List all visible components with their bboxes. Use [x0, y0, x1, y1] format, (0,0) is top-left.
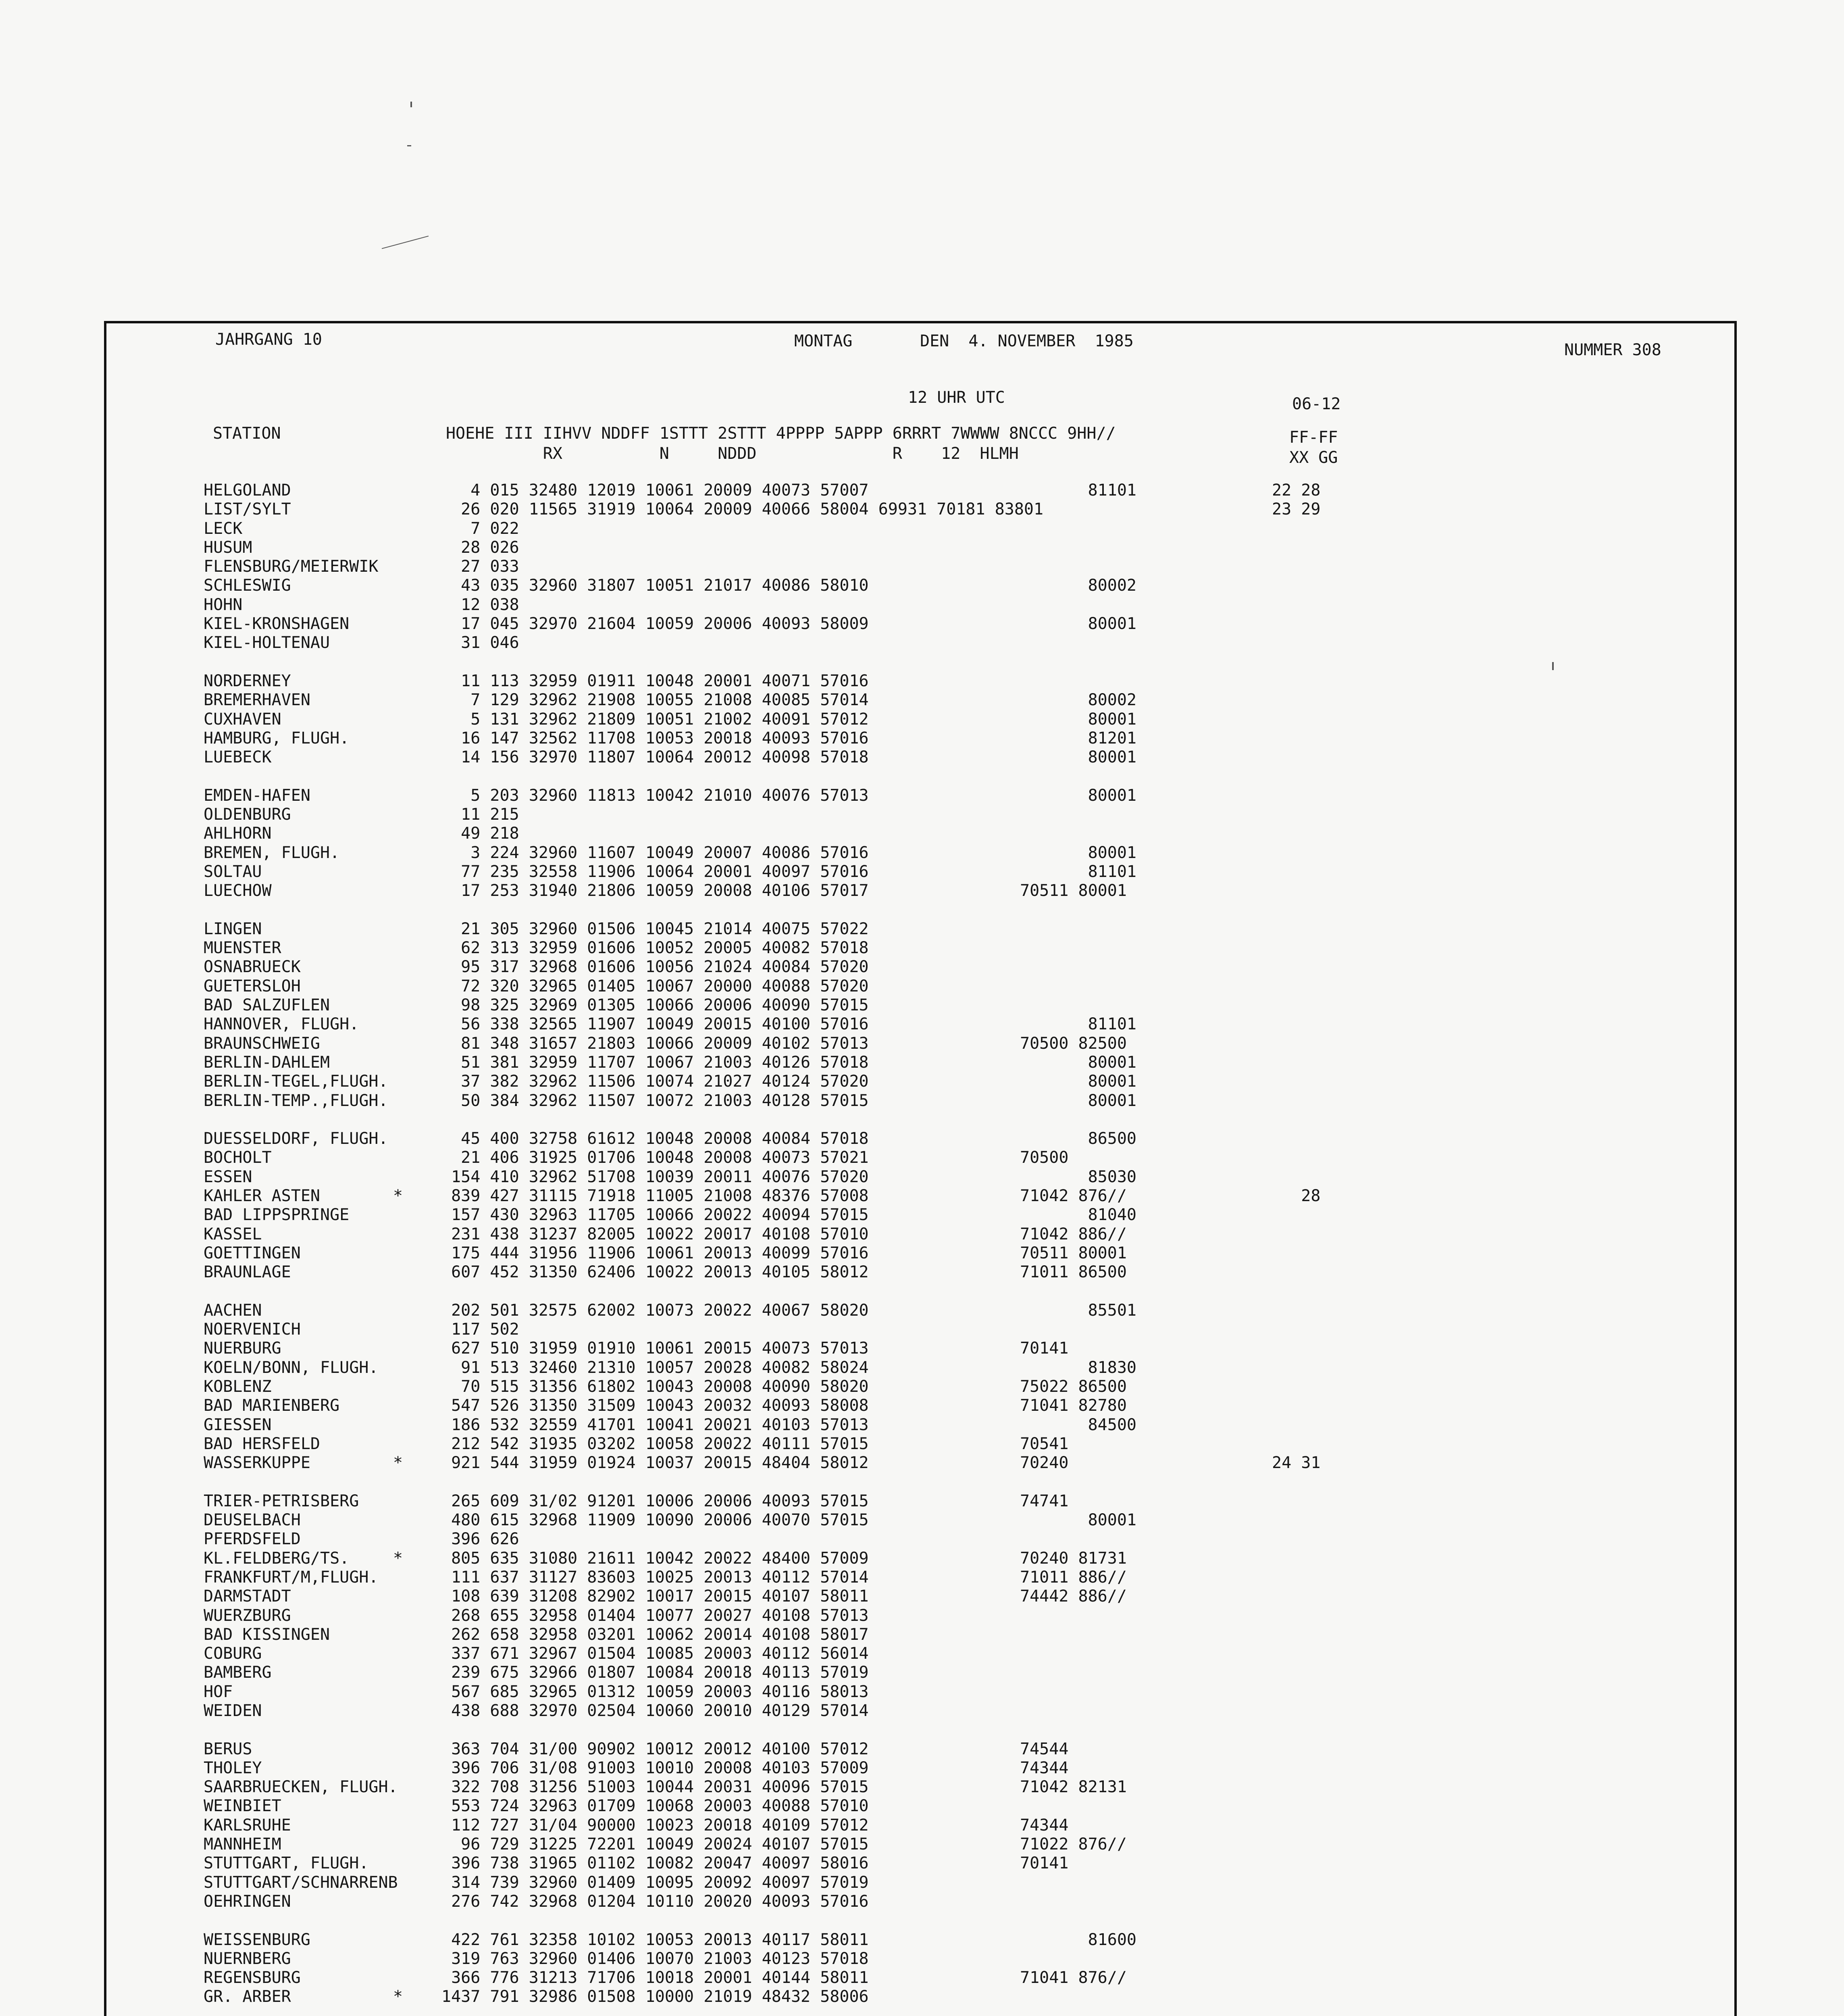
synop-codes: 81 348 31657 21803 10066 20009 40102 57013	[441, 1034, 869, 1053]
station-row	[204, 1797, 1655, 1816]
synop-codes: 91 513 32460 21310 10057 20028 40082 58024	[441, 1358, 869, 1377]
station-name: WEINBIET	[204, 1797, 281, 1816]
station-row	[204, 1702, 1655, 1720]
station-name: LIST/SYLT	[204, 500, 291, 519]
station-row	[204, 500, 1655, 519]
station-row	[204, 805, 1655, 824]
station-row	[204, 1759, 1655, 1778]
station-name: KIEL-KRONSHAGEN	[204, 614, 350, 633]
station-row	[204, 843, 1655, 862]
station-name: KOELN/BONN, FLUGH.	[204, 1358, 379, 1377]
station-name: DUESSELDORF, FLUGH.	[204, 1129, 388, 1148]
station-row	[204, 1644, 1655, 1663]
station-row	[204, 1225, 1655, 1244]
gust-header-1: FF-FF	[1289, 428, 1338, 447]
synop-codes: 4 015 32480 12019 10061 20009 40073 57007	[441, 481, 869, 500]
station-name: BRAUNLAGE	[204, 1263, 291, 1282]
issue-number: NUMMER 308	[1564, 341, 1661, 359]
gust-values: 23 29	[1272, 500, 1321, 519]
weather-cloud-codes: 81101	[1020, 481, 1136, 500]
station-name: GOETTINGEN	[204, 1243, 301, 1262]
group-spacer	[204, 653, 1655, 672]
station-row	[204, 1416, 1655, 1435]
station-name: MANNHEIM	[204, 1835, 281, 1854]
station-row	[204, 1740, 1655, 1759]
gust-values: 28	[1272, 1186, 1321, 1205]
mountain-station-mark: *	[393, 1454, 403, 1472]
time-range: 06-12	[1292, 395, 1341, 413]
station-row	[204, 1377, 1655, 1396]
jahrgang-label: JAHRGANG 10	[215, 330, 322, 349]
station-row	[204, 557, 1655, 576]
synop-codes: 26 020 11565 31919 10064 20009 40066 58004 69931 70181 83801	[441, 500, 1044, 519]
synop-codes: 5 203 32960 11813 10042 21010 40076 57013	[441, 786, 869, 805]
gust-header-2: XX GG	[1289, 448, 1338, 467]
synop-codes: 212 542 31935 03202 10058 20022 40111 57015	[441, 1434, 869, 1453]
synop-codes: 62 313 32959 01606 10052 20005 40082 57018	[441, 939, 869, 958]
gust-values: 24 31	[1272, 1454, 1321, 1472]
station-row	[204, 1206, 1655, 1225]
station-row	[204, 614, 1655, 633]
station-name: NOERVENICH	[204, 1320, 301, 1339]
station-row	[204, 1339, 1655, 1358]
station-name: KIEL-HOLTENAU	[204, 633, 330, 652]
synop-codes: 95 317 32968 01606 10056 21024 40084 57020	[441, 958, 869, 977]
station-row	[204, 881, 1655, 900]
synop-codes: 607 452 31350 62406 10022 20013 40105 58012	[441, 1263, 869, 1282]
weather-cloud-codes: 70500 82500	[1020, 1034, 1127, 1053]
station-name: DARMSTADT	[204, 1587, 291, 1606]
weather-cloud-codes: 80001	[1020, 1053, 1136, 1072]
station-name: OLDENBURG	[204, 805, 291, 824]
synop-codes: 319 763 32960 01406 10070 21003 40123 57018	[441, 1949, 869, 1968]
weather-cloud-codes: 71042 876//	[1020, 1186, 1127, 1205]
station-row	[204, 1492, 1655, 1511]
station-name: THOLEY	[204, 1758, 262, 1777]
group-spacer	[204, 1110, 1655, 1129]
synop-codes: 7 129 32962 21908 10055 21008 40085 57014	[441, 691, 869, 710]
station-row	[204, 1053, 1655, 1072]
synop-codes: 72 320 32965 01405 10067 20000 40088 57020	[441, 977, 869, 996]
synop-codes: 16 147 32562 11708 10053 20018 40093 57016	[441, 729, 869, 748]
weather-cloud-codes: 80001	[1020, 710, 1136, 729]
station-name: GUETERSLOH	[204, 977, 301, 996]
synop-codes: 3 224 32960 11607 10049 20007 40086 57016	[441, 843, 869, 862]
synop-codes: 14 156 32970 11807 10064 20012 40098 57018	[441, 748, 869, 767]
station-name: STUTTGART/SCHNARRENB	[204, 1873, 398, 1892]
gust-values: 22 28	[1272, 481, 1321, 500]
synop-codes: 37 382 32962 11506 10074 21027 40124 57020	[441, 1072, 869, 1091]
station-row	[204, 1168, 1655, 1187]
weather-cloud-codes: 74344	[1020, 1758, 1069, 1777]
synop-codes: 108 639 31208 82902 10017 20015 40107 58011	[441, 1587, 869, 1606]
column-header-line-1: STATION HOEHE III IIHVV NDDFF 1STTT 2STTT 4PPPP 5APPP 6RRRT 7WWWW 8NCCC 9HH//	[213, 424, 1116, 443]
weather-cloud-codes: 81040	[1020, 1206, 1136, 1225]
station-name: SAARBRUECKEN, FLUGH.	[204, 1778, 398, 1797]
synop-codes: 239 675 32966 01807 10084 20018 40113 57019	[441, 1663, 869, 1682]
station-row	[204, 1892, 1655, 1911]
station-name: BOCHOLT	[204, 1148, 272, 1167]
synop-codes: 17 045 32970 21604 10059 20006 40093 58009	[441, 614, 869, 633]
station-name: GR. ARBER	[204, 1987, 291, 2006]
station-row	[204, 1129, 1655, 1148]
station-name: AHLHORN	[204, 824, 272, 843]
group-spacer	[204, 1911, 1655, 1930]
weather-cloud-codes: 80001	[1020, 1511, 1136, 1530]
station-name: OEHRINGEN	[204, 1892, 291, 1911]
station-row	[204, 1072, 1655, 1091]
mountain-station-mark: *	[393, 1987, 403, 2006]
station-row	[204, 576, 1655, 595]
station-name: PFERDSFELD	[204, 1530, 301, 1549]
synop-codes: 28 026	[441, 538, 519, 557]
station-name: BREMEN, FLUGH.	[204, 843, 340, 862]
weather-cloud-codes: 80001	[1020, 748, 1136, 767]
synop-codes: 49 218	[441, 824, 519, 843]
weather-cloud-codes: 80002	[1020, 691, 1136, 710]
station-name: STUTTGART, FLUGH.	[204, 1854, 369, 1873]
station-name: KARLSRUHE	[204, 1816, 291, 1835]
synop-codes: 7 022	[441, 519, 519, 538]
weather-cloud-codes: 81201	[1020, 729, 1136, 748]
weather-cloud-codes: 71041 82780	[1020, 1396, 1127, 1415]
weather-cloud-codes: 80001	[1020, 843, 1136, 862]
station-row	[204, 1683, 1655, 1702]
weather-cloud-codes: 70240 81731	[1020, 1549, 1127, 1568]
station-name: NORDERNEY	[204, 671, 291, 690]
synop-codes: 480 615 32968 11909 10090 20006 40070 57015	[441, 1511, 869, 1530]
station-row	[204, 824, 1655, 843]
synop-codes: 627 510 31959 01910 10061 20015 40073 57013	[441, 1339, 869, 1358]
weather-cloud-codes: 85030	[1020, 1167, 1136, 1186]
station-name: KAHLER ASTEN	[204, 1186, 320, 1205]
weather-cloud-codes: 70511 80001	[1020, 1243, 1127, 1262]
synop-codes: 396 738 31965 01102 10082 20047 40097 58016	[441, 1854, 869, 1873]
station-table	[204, 481, 1655, 2016]
synop-codes: 366 776 31213 71706 10018 20001 40144 58011	[441, 1968, 869, 1987]
station-name: WUERZBURG	[204, 1606, 291, 1625]
station-name: BRAUNSCHWEIG	[204, 1034, 320, 1053]
station-row	[204, 538, 1655, 557]
station-row	[204, 1530, 1655, 1549]
station-row	[204, 1778, 1655, 1797]
station-row	[204, 939, 1655, 958]
synop-codes: 921 544 31959 01924 10037 20015 48404 58012	[441, 1454, 869, 1472]
station-row	[204, 1454, 1655, 1472]
station-name: BREMERHAVEN	[204, 691, 310, 710]
station-row	[204, 1663, 1655, 1682]
group-spacer	[204, 2007, 1655, 2016]
scan-mark	[382, 236, 429, 249]
synop-codes: 547 526 31350 31509 10043 20032 40093 58008	[441, 1396, 869, 1415]
weather-cloud-codes: 71041 876//	[1020, 1968, 1127, 1987]
weather-cloud-codes: 81101	[1020, 1015, 1136, 1034]
station-row	[204, 1568, 1655, 1587]
station-row	[204, 1511, 1655, 1530]
synop-codes: 27 033	[441, 557, 519, 576]
weather-cloud-codes: 74741	[1020, 1491, 1069, 1510]
synop-codes: 175 444 31956 11906 10061 20013 40099 57016	[441, 1243, 869, 1262]
station-row	[204, 710, 1655, 729]
station-name: FLENSBURG/MEIERWIK	[204, 557, 379, 576]
synop-codes: 268 655 32958 01404 10077 20027 40108 57013	[441, 1606, 869, 1625]
synop-codes: 363 704 31/00 90902 10012 20012 40100 57012	[441, 1739, 869, 1758]
date-label: DEN 4. NOVEMBER 1985	[920, 332, 1134, 350]
weather-cloud-codes: 70141	[1020, 1854, 1069, 1873]
synop-codes: 17 253 31940 21806 10059 20008 40106 57017	[441, 881, 869, 900]
station-row	[204, 748, 1655, 767]
weather-cloud-codes: 70240	[1020, 1454, 1069, 1472]
synop-codes: 262 658 32958 03201 10062 20014 40108 58017	[441, 1625, 869, 1644]
station-name: GIESSEN	[204, 1415, 272, 1434]
synop-codes: 839 427 31115 71918 11005 21008 48376 57008	[441, 1186, 869, 1205]
station-row	[204, 1301, 1655, 1320]
station-name: WASSERKUPPE	[204, 1454, 310, 1472]
station-name: CUXHAVEN	[204, 710, 281, 729]
station-name: BAD HERSFELD	[204, 1434, 320, 1453]
synop-codes: 21 305 32960 01506 10045 21014 40075 57022	[441, 919, 869, 938]
station-row	[204, 1949, 1655, 1968]
weather-cloud-codes: 80001	[1020, 614, 1136, 633]
station-row	[204, 977, 1655, 996]
weather-cloud-codes: 80002	[1020, 576, 1136, 595]
weather-cloud-codes: 71022 876//	[1020, 1835, 1127, 1854]
station-row	[204, 1873, 1655, 1892]
station-name: LECK	[204, 519, 243, 538]
group-spacer	[204, 767, 1655, 786]
synop-codes: 337 671 32967 01504 10085 20003 40112 56014	[441, 1644, 869, 1663]
weather-cloud-codes: 71042 82131	[1020, 1778, 1127, 1797]
weather-cloud-codes: 86500	[1020, 1129, 1136, 1148]
station-row	[204, 519, 1655, 538]
station-name: BAD SALZUFLEN	[204, 996, 330, 1015]
synop-codes: 21 406 31925 01706 10048 20008 40073 57021	[441, 1148, 869, 1167]
station-name: REGENSBURG	[204, 1968, 301, 1987]
station-row	[204, 1187, 1655, 1206]
mountain-station-mark: *	[393, 1549, 403, 1568]
station-row	[204, 672, 1655, 691]
station-name: HELGOLAND	[204, 481, 291, 500]
synop-codes: 98 325 32969 01305 10066 20006 40090 57015	[441, 996, 869, 1015]
station-row	[204, 729, 1655, 748]
weather-cloud-codes: 70500	[1020, 1148, 1069, 1167]
station-name: NUERNBERG	[204, 1949, 291, 1968]
scan-mark	[410, 102, 412, 107]
weather-cloud-codes: 71011 86500	[1020, 1263, 1127, 1282]
station-name: BERUS	[204, 1739, 252, 1758]
synop-codes: 111 637 31127 83603 10025 20013 40112 57014	[441, 1568, 869, 1587]
synop-codes: 45 400 32758 61612 10048 20008 40084 57018	[441, 1129, 869, 1148]
synop-codes: 553 724 32963 01709 10068 20003 40088 57010	[441, 1797, 869, 1816]
column-headers	[213, 423, 1116, 464]
station-row	[204, 1435, 1655, 1454]
synop-codes: 50 384 32962 11507 10072 21003 40128 57015	[441, 1091, 869, 1110]
weather-cloud-codes: 70141	[1020, 1339, 1069, 1358]
station-row	[204, 1358, 1655, 1377]
synop-codes: 117 502	[441, 1320, 519, 1339]
synop-codes: 422 761 32358 10102 10053 20013 40117 58011	[441, 1930, 869, 1949]
weather-cloud-codes: 74344	[1020, 1816, 1069, 1835]
station-name: MUENSTER	[204, 939, 281, 958]
station-row	[204, 1148, 1655, 1167]
station-name: FRANKFURT/M,FLUGH.	[204, 1568, 379, 1587]
station-row	[204, 1015, 1655, 1034]
station-row	[204, 1091, 1655, 1110]
station-name: BERLIN-DAHLEM	[204, 1053, 330, 1072]
station-row	[204, 596, 1655, 614]
station-row	[204, 1587, 1655, 1606]
synop-codes: 11 113 32959 01911 10048 20001 40071 57016	[441, 671, 869, 690]
weather-cloud-codes: 80001	[1020, 1091, 1136, 1110]
station-name: SCHLESWIG	[204, 576, 291, 595]
weather-cloud-codes: 74544	[1020, 1739, 1069, 1758]
synop-codes: 276 742 32968 01204 10110 20020 40093 57016	[441, 1892, 869, 1911]
station-name: HANNOVER, FLUGH.	[204, 1015, 359, 1034]
mountain-station-mark: *	[393, 1186, 403, 1205]
station-name: LUEBECK	[204, 748, 272, 767]
station-name: TRIER-PETRISBERG	[204, 1491, 359, 1510]
weather-cloud-codes: 81830	[1020, 1358, 1136, 1377]
group-spacer	[204, 1282, 1655, 1301]
synop-codes: 12 038	[441, 595, 519, 614]
station-name: NUERBURG	[204, 1339, 281, 1358]
station-name: HOHN	[204, 595, 243, 614]
station-row	[204, 1606, 1655, 1625]
weather-cloud-codes: 81600	[1020, 1930, 1136, 1949]
synop-codes: 154 410 32962 51708 10039 20011 40076 57020	[441, 1167, 869, 1186]
station-name: KASSEL	[204, 1225, 262, 1243]
synop-codes: 322 708 31256 51003 10044 20031 40096 57015	[441, 1778, 869, 1797]
station-name: KOBLENZ	[204, 1377, 272, 1396]
synop-codes: 396 626	[441, 1530, 519, 1549]
weather-cloud-codes: 74442 886//	[1020, 1587, 1127, 1606]
station-row	[204, 691, 1655, 710]
observation-time: 12 UHR UTC	[908, 388, 1005, 407]
synop-codes: 396 706 31/08 91003 10010 20008 40103 57009	[441, 1758, 869, 1777]
station-name: LUECHOW	[204, 881, 272, 900]
weather-cloud-codes: 84500	[1020, 1415, 1136, 1434]
weather-cloud-codes: 70541	[1020, 1434, 1069, 1453]
station-row	[204, 1835, 1655, 1854]
station-name: HUSUM	[204, 538, 252, 557]
synop-codes: 11 215	[441, 805, 519, 824]
group-spacer	[204, 1720, 1655, 1739]
station-name: HOF	[204, 1682, 233, 1701]
synop-codes: 157 430 32963 11705 10066 20022 40094 57015	[441, 1206, 869, 1225]
station-name: ESSEN	[204, 1167, 252, 1186]
synop-codes: 567 685 32965 01312 10059 20003 40116 58013	[441, 1682, 869, 1701]
station-row	[204, 481, 1655, 500]
group-spacer	[204, 901, 1655, 920]
station-row	[204, 1263, 1655, 1282]
station-name: BAMBERG	[204, 1663, 272, 1682]
station-name: KL.FELDBERG/TS.	[204, 1549, 350, 1568]
weather-cloud-codes: 85501	[1020, 1301, 1136, 1320]
scan-mark	[1552, 662, 1554, 670]
synop-codes: 186 532 32559 41701 10041 20021 40103 57013	[441, 1415, 869, 1434]
weather-cloud-codes: 80001	[1020, 1072, 1136, 1091]
station-name: BERLIN-TEGEL,FLUGH.	[204, 1072, 388, 1091]
weather-cloud-codes: 81101	[1020, 862, 1136, 881]
station-row	[204, 1625, 1655, 1644]
station-row	[204, 786, 1655, 805]
synop-codes: 56 338 32565 11907 10049 20015 40100 57016	[441, 1015, 869, 1034]
station-row	[204, 1034, 1655, 1053]
synop-codes: 96 729 31225 72201 10049 20024 40107 57015	[441, 1835, 869, 1854]
synop-codes: 43 035 32960 31807 10051 21017 40086 58010	[441, 576, 869, 595]
synop-codes: 1437 791 32986 01508 10000 21019 48432 58006	[441, 1987, 869, 2006]
station-name: HAMBURG, FLUGH.	[204, 729, 350, 748]
station-row	[204, 996, 1655, 1015]
station-name: BAD LIPPSPRINGE	[204, 1206, 350, 1225]
synop-codes: 231 438 31237 82005 10022 20017 40108 57010	[441, 1225, 869, 1243]
synop-codes: 202 501 32575 62002 10073 20022 40067 58020	[441, 1301, 869, 1320]
station-row	[204, 920, 1655, 939]
weekday-label: MONTAG	[794, 332, 853, 350]
weather-cloud-codes: 71042 886//	[1020, 1225, 1127, 1243]
synop-codes: 5 131 32962 21809 10051 21002 40091 57012	[441, 710, 869, 729]
station-row	[204, 1396, 1655, 1415]
station-row	[204, 1987, 1655, 2006]
synop-codes: 265 609 31/02 91201 10006 20006 40093 57015	[441, 1491, 869, 1510]
station-name: SOLTAU	[204, 862, 262, 881]
scan-mark	[407, 145, 411, 146]
weather-cloud-codes: 75022 86500	[1020, 1377, 1127, 1396]
synop-codes: 112 727 31/04 90000 10023 20018 40109 57012	[441, 1816, 869, 1835]
station-row	[204, 1968, 1655, 1987]
weather-cloud-codes: 80001	[1020, 786, 1136, 805]
weather-cloud-codes: 70511 80001	[1020, 881, 1127, 900]
station-row	[204, 1549, 1655, 1568]
station-name: OSNABRUECK	[204, 958, 301, 977]
station-name: BERLIN-TEMP.,FLUGH.	[204, 1091, 388, 1110]
column-header-line-2: RX N NDDD R 12 HLMH	[213, 444, 1019, 463]
station-name: EMDEN-HAFEN	[204, 786, 310, 805]
station-row	[204, 1854, 1655, 1873]
synop-codes: 77 235 32558 11906 10064 20001 40097 57016	[441, 862, 869, 881]
station-row	[204, 862, 1655, 881]
station-name: BAD MARIENBERG	[204, 1396, 340, 1415]
station-row	[204, 633, 1655, 652]
station-name: WEIDEN	[204, 1702, 262, 1720]
station-row	[204, 1816, 1655, 1835]
station-row	[204, 1320, 1655, 1339]
synop-codes: 805 635 31080 21611 10042 20022 48400 57009	[441, 1549, 869, 1568]
station-row	[204, 1244, 1655, 1263]
station-name: COBURG	[204, 1644, 262, 1663]
synop-codes: 31 046	[441, 633, 519, 652]
station-name: WEISSENBURG	[204, 1930, 310, 1949]
station-name: AACHEN	[204, 1301, 262, 1320]
station-row	[204, 958, 1655, 977]
synop-codes: 51 381 32959 11707 10067 21003 40126 57018	[441, 1053, 869, 1072]
station-row	[204, 1931, 1655, 1949]
station-name: DEUSELBACH	[204, 1511, 301, 1530]
weather-cloud-codes: 71011 886//	[1020, 1568, 1127, 1587]
synop-codes: 70 515 31356 61802 10043 20008 40090 58020	[441, 1377, 869, 1396]
synop-codes: 314 739 32960 01409 10095 20092 40097 57019	[441, 1873, 869, 1892]
station-name: LINGEN	[204, 919, 262, 938]
synop-codes: 438 688 32970 02504 10060 20010 40129 57014	[441, 1702, 869, 1720]
group-spacer	[204, 1472, 1655, 1491]
station-name: BAD KISSINGEN	[204, 1625, 330, 1644]
